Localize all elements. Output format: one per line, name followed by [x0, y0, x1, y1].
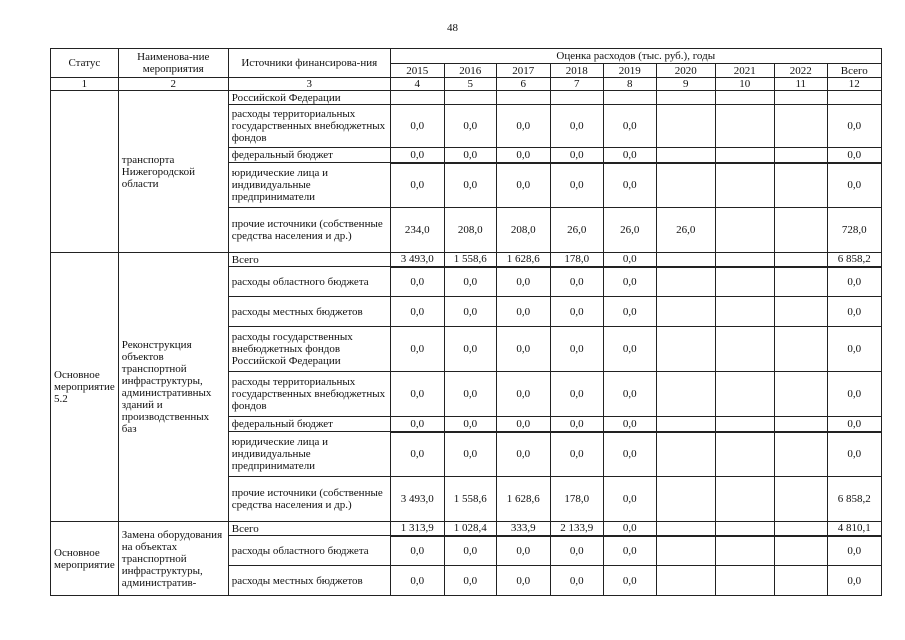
value-cell: 26,0 [550, 208, 603, 253]
value-cell [774, 536, 827, 566]
value-cell: 0,0 [444, 536, 496, 566]
value-cell: 178,0 [550, 477, 603, 522]
value-cell [656, 91, 715, 105]
value-cell: 0,0 [390, 297, 444, 327]
value-cell: 0,0 [496, 372, 550, 417]
value-cell [656, 148, 715, 163]
value-cell: 0,0 [444, 432, 496, 477]
value-cell: 0,0 [550, 163, 603, 208]
value-cell: 0,0 [827, 297, 881, 327]
value-cell: 1 628,6 [496, 477, 550, 522]
header-year: 2021 [715, 64, 774, 78]
value-cell: 0,0 [827, 327, 881, 372]
header-year: 2015 [390, 64, 444, 78]
value-cell: 0,0 [827, 432, 881, 477]
source-cell: прочие источники (собственные средства населения и др.) [228, 477, 390, 522]
value-cell [715, 566, 774, 596]
table-row [51, 253, 882, 267]
source-cell: расходы территориальных государственных внебюджетных фондов [228, 372, 390, 417]
value-cell: 0,0 [550, 297, 603, 327]
value-cell: 208,0 [444, 208, 496, 253]
value-cell [656, 566, 715, 596]
column-number: 8 [603, 78, 656, 91]
value-cell: 0,0 [827, 105, 881, 148]
header-name: Наименова-ние мероприятия [118, 49, 228, 78]
column-number: 10 [715, 78, 774, 91]
value-cell: 0,0 [444, 372, 496, 417]
value-cell: 0,0 [827, 372, 881, 417]
value-cell: 0,0 [390, 536, 444, 566]
value-cell [715, 522, 774, 536]
value-cell: 0,0 [603, 163, 656, 208]
source-cell: расходы государственных внебюджетных фондов Российской Федерации [228, 327, 390, 372]
value-cell: 0,0 [603, 148, 656, 163]
value-cell [715, 372, 774, 417]
value-cell: 0,0 [603, 327, 656, 372]
value-cell: 0,0 [390, 105, 444, 148]
value-cell: 0,0 [496, 105, 550, 148]
value-cell [715, 208, 774, 253]
value-cell: 0,0 [550, 536, 603, 566]
value-cell [656, 372, 715, 417]
value-cell [715, 417, 774, 432]
column-number: 7 [550, 78, 603, 91]
value-cell: 0,0 [496, 148, 550, 163]
value-cell: 0,0 [496, 432, 550, 477]
value-cell: 6 858,2 [827, 477, 881, 522]
value-cell: 0,0 [496, 297, 550, 327]
value-cell [774, 163, 827, 208]
value-cell [715, 105, 774, 148]
value-cell: 0,0 [496, 267, 550, 297]
value-cell: 0,0 [496, 536, 550, 566]
value-cell: 0,0 [390, 432, 444, 477]
measure-name-cell: Замена оборудования на объектах транспортной инфраструктуры, административ- [118, 522, 228, 596]
value-cell [715, 163, 774, 208]
header-year: 2019 [603, 64, 656, 78]
value-cell [656, 297, 715, 327]
value-cell [715, 91, 774, 105]
value-cell: 0,0 [390, 267, 444, 297]
source-cell: федеральный бюджет [228, 148, 390, 163]
value-cell: 0,0 [827, 148, 881, 163]
value-cell [656, 417, 715, 432]
value-cell [774, 477, 827, 522]
value-cell: 0,0 [550, 148, 603, 163]
column-number: 9 [656, 78, 715, 91]
value-cell: 3 493,0 [390, 477, 444, 522]
value-cell: 26,0 [603, 208, 656, 253]
value-cell: 0,0 [603, 372, 656, 417]
value-cell: 0,0 [390, 327, 444, 372]
value-cell [656, 253, 715, 267]
value-cell: 0,0 [444, 417, 496, 432]
source-cell: Российской Федерации [228, 91, 390, 105]
column-number: 6 [496, 78, 550, 91]
table-row [51, 91, 882, 105]
value-cell [774, 327, 827, 372]
expense-table [50, 48, 882, 596]
value-cell: 0,0 [390, 148, 444, 163]
value-cell [656, 163, 715, 208]
value-cell [390, 91, 444, 105]
source-cell: расходы местных бюджетов [228, 297, 390, 327]
value-cell: 0,0 [444, 327, 496, 372]
value-cell: 2 133,9 [550, 522, 603, 536]
value-cell: 0,0 [496, 566, 550, 596]
value-cell [774, 267, 827, 297]
value-cell: 0,0 [603, 267, 656, 297]
header-year: 2016 [444, 64, 496, 78]
value-cell: 0,0 [603, 297, 656, 327]
value-cell: 0,0 [496, 163, 550, 208]
source-cell: федеральный бюджет [228, 417, 390, 432]
source-cell: юридические лица и индивидуальные предприниматели [228, 163, 390, 208]
column-number: 4 [390, 78, 444, 91]
value-cell [603, 91, 656, 105]
value-cell: 6 858,2 [827, 253, 881, 267]
source-cell: расходы местных бюджетов [228, 566, 390, 596]
value-cell: 0,0 [444, 267, 496, 297]
value-cell [774, 522, 827, 536]
value-cell: 0,0 [603, 105, 656, 148]
header-year: 2018 [550, 64, 603, 78]
source-cell: прочие источники (собственные средства населения и др.) [228, 208, 390, 253]
measure-name-cell: транспорта Нижегородской области [118, 91, 228, 253]
value-cell [656, 522, 715, 536]
header-year: 2017 [496, 64, 550, 78]
value-cell: 0,0 [444, 566, 496, 596]
table-row [51, 522, 882, 536]
value-cell: 0,0 [550, 267, 603, 297]
value-cell [715, 297, 774, 327]
value-cell: 0,0 [390, 163, 444, 208]
value-cell: 3 493,0 [390, 253, 444, 267]
value-cell: 0,0 [603, 566, 656, 596]
value-cell [715, 327, 774, 372]
value-cell: 0,0 [496, 327, 550, 372]
value-cell [774, 297, 827, 327]
value-cell [774, 105, 827, 148]
value-cell: 0,0 [827, 566, 881, 596]
value-cell [444, 91, 496, 105]
value-cell [550, 91, 603, 105]
value-cell: 0,0 [550, 417, 603, 432]
value-cell [715, 148, 774, 163]
source-cell: Всего [228, 253, 390, 267]
value-cell [656, 477, 715, 522]
value-cell [774, 91, 827, 105]
value-cell [656, 327, 715, 372]
value-cell: 1 558,6 [444, 477, 496, 522]
value-cell: 728,0 [827, 208, 881, 253]
value-cell [656, 432, 715, 477]
value-cell: 0,0 [827, 267, 881, 297]
value-cell: 0,0 [444, 148, 496, 163]
value-cell: 1 558,6 [444, 253, 496, 267]
value-cell: 208,0 [496, 208, 550, 253]
value-cell [774, 566, 827, 596]
value-cell: 0,0 [603, 536, 656, 566]
value-cell: 4 810,1 [827, 522, 881, 536]
header-year: Всего [827, 64, 881, 78]
value-cell [827, 91, 881, 105]
value-cell [774, 253, 827, 267]
value-cell: 0,0 [603, 522, 656, 536]
measure-name-cell: Реконструкция объектов транспортной инфраструктуры, административных зданий и производственных баз [118, 253, 228, 522]
source-cell: расходы областного бюджета [228, 267, 390, 297]
column-number: 1 [51, 78, 119, 91]
column-number: 12 [827, 78, 881, 91]
value-cell [656, 105, 715, 148]
column-number: 5 [444, 78, 496, 91]
value-cell [774, 417, 827, 432]
source-cell: расходы территориальных государственных внебюджетных фондов [228, 105, 390, 148]
header-sources: Источники финансирова-ния [228, 49, 390, 78]
value-cell: 1 028,4 [444, 522, 496, 536]
value-cell: 1 313,9 [390, 522, 444, 536]
value-cell: 0,0 [390, 372, 444, 417]
header-year: 2022 [774, 64, 827, 78]
value-cell [496, 91, 550, 105]
source-cell: Всего [228, 522, 390, 536]
value-cell [656, 536, 715, 566]
value-cell [656, 267, 715, 297]
value-cell: 0,0 [550, 105, 603, 148]
value-cell: 0,0 [827, 536, 881, 566]
value-cell: 0,0 [550, 372, 603, 417]
value-cell [774, 148, 827, 163]
value-cell [715, 536, 774, 566]
value-cell: 0,0 [603, 432, 656, 477]
value-cell [715, 253, 774, 267]
value-cell: 0,0 [603, 417, 656, 432]
status-cell: Основное мероприятие [51, 522, 119, 596]
value-cell: 1 628,6 [496, 253, 550, 267]
value-cell [715, 477, 774, 522]
header-status: Статус [51, 49, 119, 78]
page-number: 48 [447, 22, 458, 34]
column-number: 2 [118, 78, 228, 91]
value-cell [774, 372, 827, 417]
value-cell: 0,0 [390, 566, 444, 596]
value-cell: 234,0 [390, 208, 444, 253]
source-cell: юридические лица и индивидуальные предприниматели [228, 432, 390, 477]
value-cell: 0,0 [827, 163, 881, 208]
value-cell [774, 432, 827, 477]
value-cell: 178,0 [550, 253, 603, 267]
value-cell: 0,0 [550, 566, 603, 596]
value-cell: 0,0 [827, 417, 881, 432]
value-cell: 0,0 [444, 105, 496, 148]
value-cell: 0,0 [550, 432, 603, 477]
source-cell: расходы областного бюджета [228, 536, 390, 566]
header-year: 2020 [656, 64, 715, 78]
value-cell: 0,0 [444, 163, 496, 208]
value-cell: 333,9 [496, 522, 550, 536]
value-cell [774, 208, 827, 253]
status-cell: Основное мероприятие 5.2 [51, 253, 119, 522]
column-number: 11 [774, 78, 827, 91]
value-cell: 0,0 [444, 297, 496, 327]
value-cell: 26,0 [656, 208, 715, 253]
value-cell [715, 267, 774, 297]
value-cell [715, 432, 774, 477]
value-cell: 0,0 [603, 477, 656, 522]
value-cell: 0,0 [603, 253, 656, 267]
value-cell: 0,0 [390, 417, 444, 432]
status-cell [51, 91, 119, 253]
value-cell: 0,0 [496, 417, 550, 432]
column-number: 3 [228, 78, 390, 91]
header-estimate: Оценка расходов (тыс. руб.), годы [390, 49, 881, 64]
value-cell: 0,0 [550, 327, 603, 372]
